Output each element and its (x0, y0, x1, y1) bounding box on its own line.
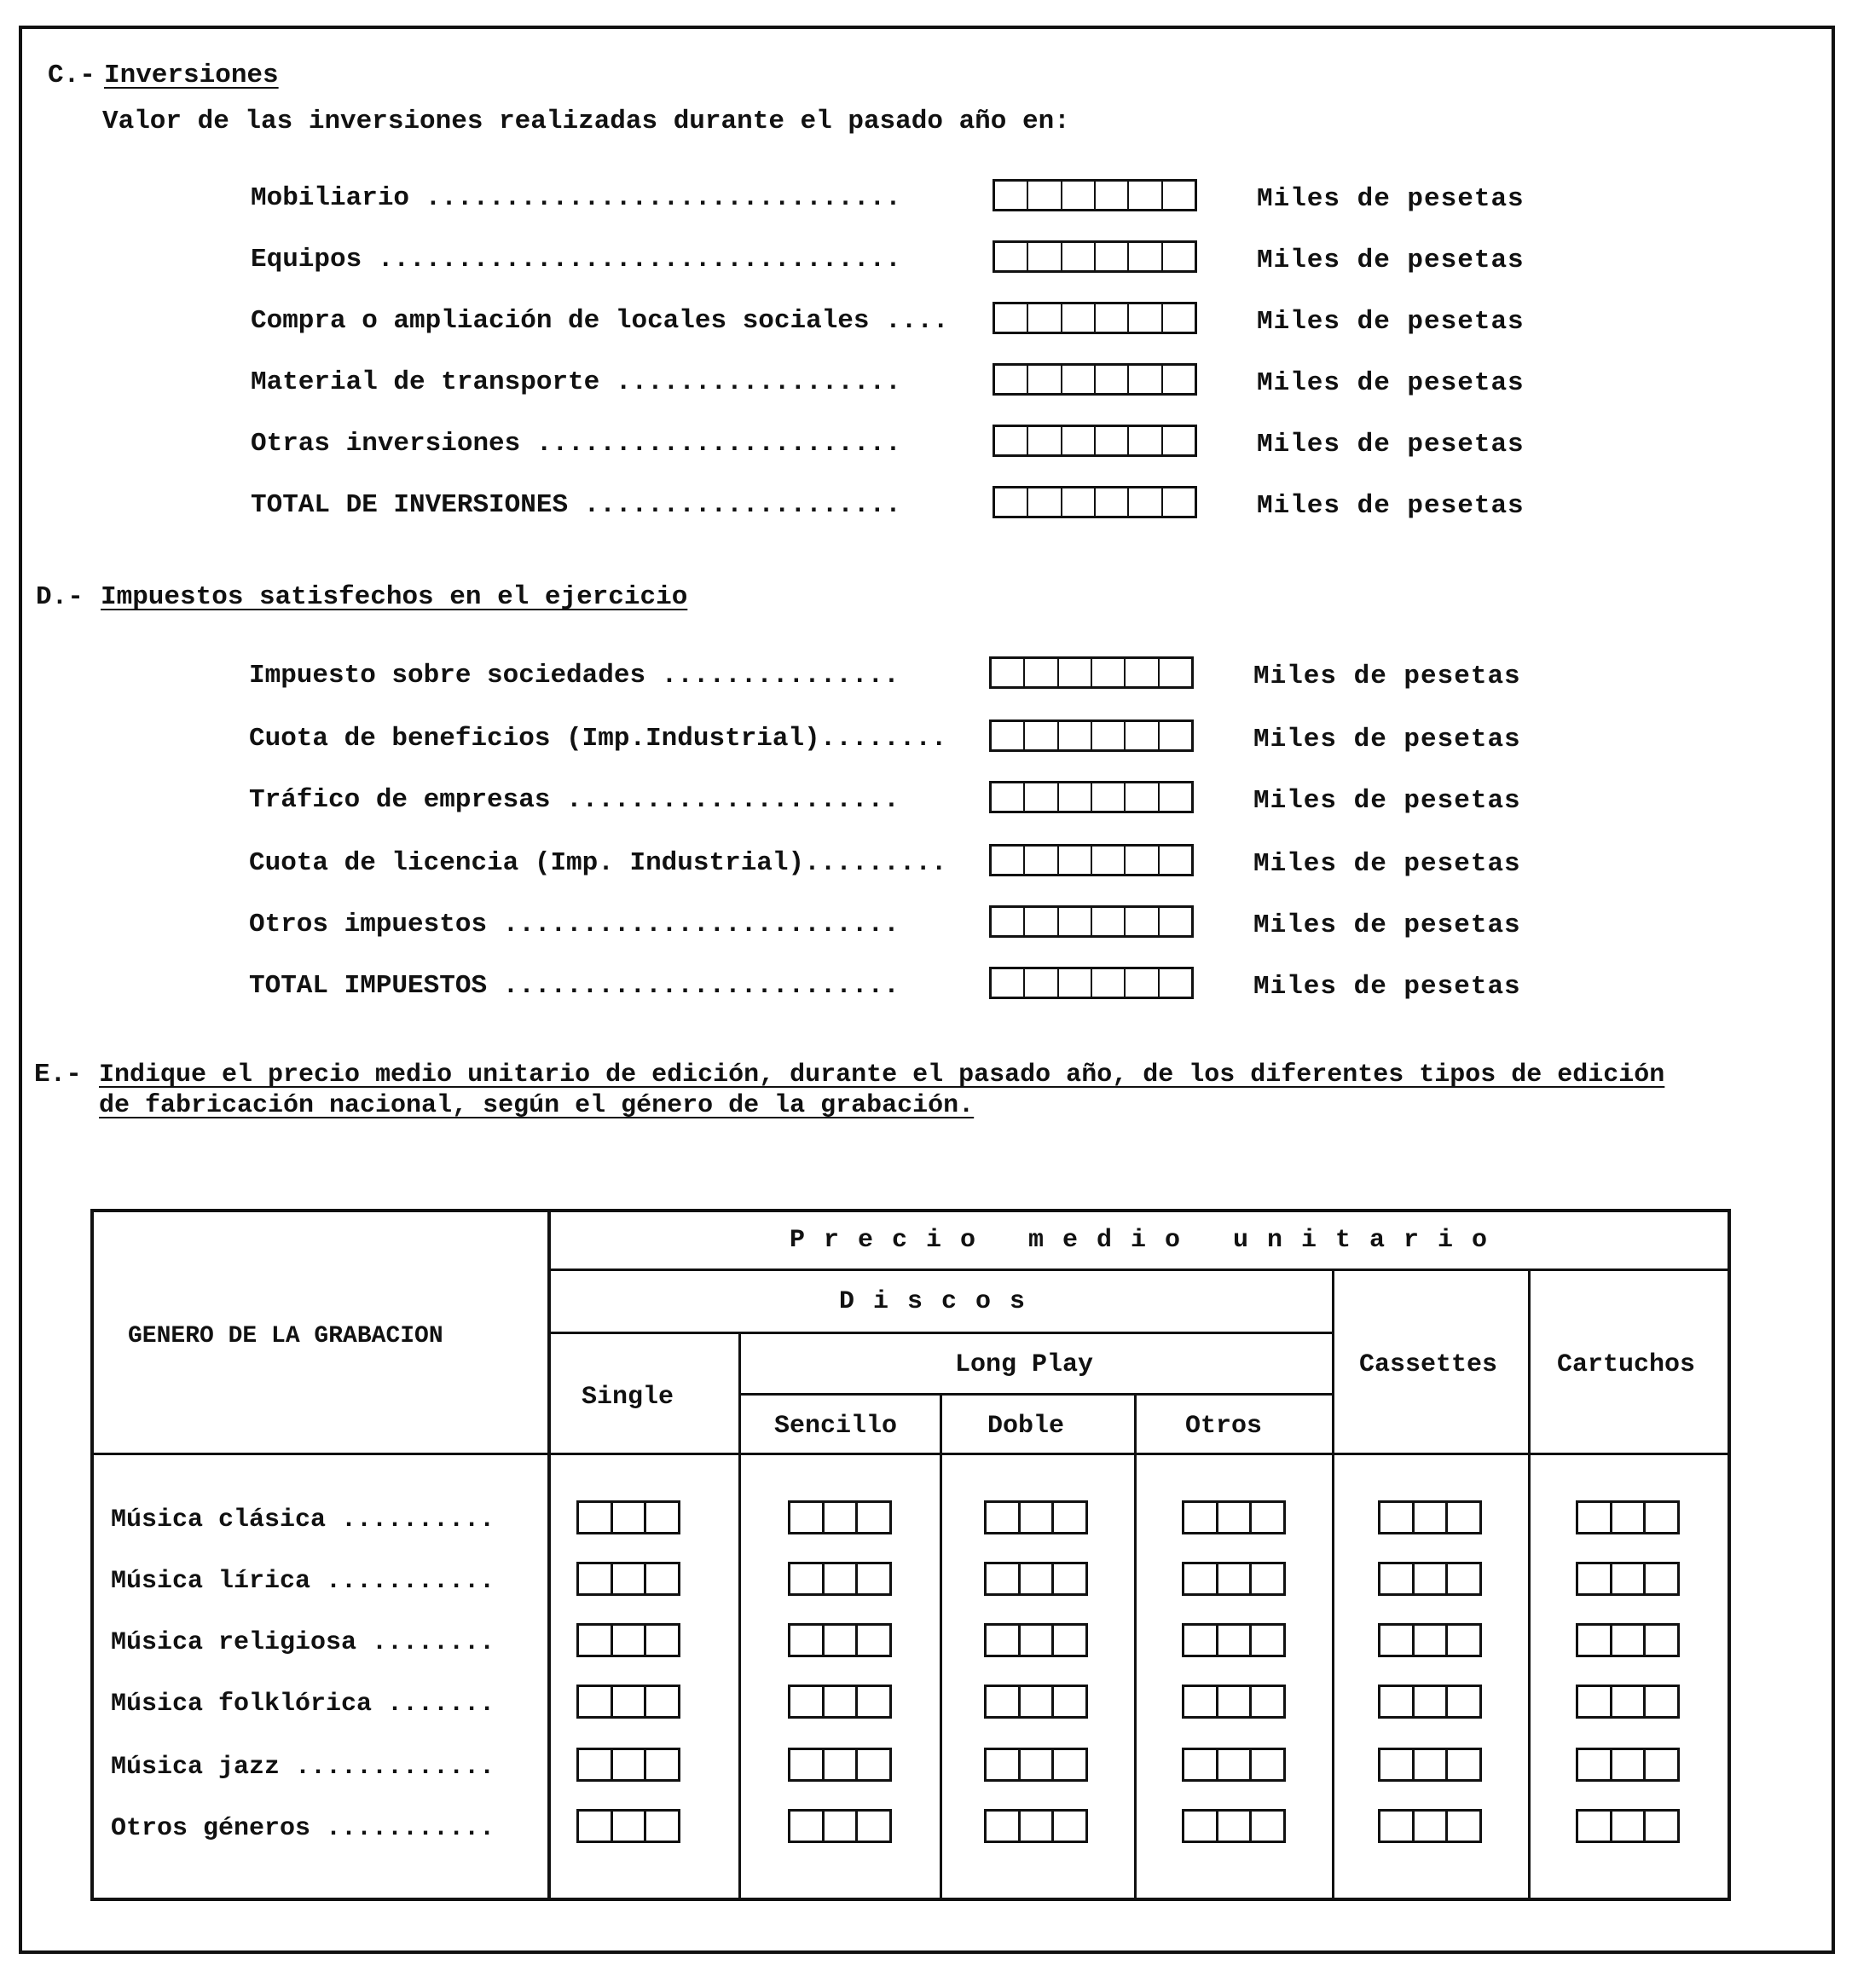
digit-cell[interactable] (1163, 488, 1195, 516)
table-row-genre: Música folklórica ....... (111, 1690, 495, 1719)
price-field[interactable] (984, 1500, 1088, 1534)
digit-cell[interactable] (1448, 1503, 1479, 1532)
digit-cell[interactable] (1218, 1750, 1253, 1779)
table-row-genre: Música religiosa ........ (111, 1628, 495, 1657)
price-field[interactable] (1182, 1809, 1286, 1843)
digit-cell[interactable] (1092, 722, 1126, 749)
digit-cell[interactable] (1578, 1626, 1612, 1655)
col-line-doble (1134, 1395, 1137, 1901)
digit-cell[interactable] (992, 969, 1025, 997)
section-c-amount-field[interactable] (993, 240, 1197, 273)
section-d-unit: Miles de pesetas (1253, 910, 1521, 940)
digit-cell[interactable] (613, 1812, 647, 1841)
digit-cell[interactable] (1218, 1564, 1253, 1593)
section-c-row-label: Otras inversiones ....................... (251, 429, 901, 459)
table-row-genre: Música lírica ........... (111, 1567, 495, 1596)
price-field[interactable] (1576, 1500, 1680, 1534)
header-doble: Doble (987, 1412, 1065, 1441)
price-field[interactable] (576, 1809, 680, 1843)
section-e-letter: E.- (34, 1060, 82, 1089)
table-row-genre: Otros géneros ........... (111, 1814, 495, 1843)
digit-cell[interactable] (1163, 427, 1195, 454)
section-c-amount-field[interactable] (993, 486, 1197, 518)
digit-cell[interactable] (1021, 1812, 1055, 1841)
price-field[interactable] (1576, 1748, 1680, 1782)
price-field[interactable] (984, 1748, 1088, 1782)
section-c-letter: C.- (48, 61, 95, 90)
digit-cell[interactable] (1129, 243, 1162, 270)
digit-cell[interactable] (1025, 969, 1058, 997)
digit-cell[interactable] (790, 1564, 825, 1593)
price-field[interactable] (984, 1809, 1088, 1843)
digit-cell[interactable] (992, 783, 1025, 811)
price-field[interactable] (1378, 1809, 1482, 1843)
digit-cell[interactable] (1129, 427, 1162, 454)
digit-cell[interactable] (1184, 1687, 1218, 1716)
digit-cell[interactable] (1126, 847, 1159, 874)
digit-cell[interactable] (1163, 182, 1195, 209)
digit-cell[interactable] (790, 1503, 825, 1532)
digit-cell[interactable] (1578, 1687, 1612, 1716)
digit-cell[interactable] (825, 1626, 859, 1655)
digit-cell[interactable] (613, 1564, 647, 1593)
section-c-unit: Miles de pesetas (1257, 184, 1525, 214)
row-line-price (547, 1269, 1731, 1271)
digit-cell[interactable] (1062, 304, 1096, 332)
digit-cell[interactable] (987, 1687, 1021, 1716)
digit-cell[interactable] (1062, 243, 1096, 270)
price-field[interactable] (788, 1748, 892, 1782)
section-d-unit: Miles de pesetas (1253, 725, 1521, 754)
price-field[interactable] (1576, 1685, 1680, 1719)
digit-cell[interactable] (646, 1812, 678, 1841)
digit-cell[interactable] (1126, 969, 1159, 997)
digit-cell[interactable] (995, 304, 1028, 332)
digit-cell[interactable] (1021, 1564, 1055, 1593)
digit-cell[interactable] (992, 908, 1025, 935)
digit-cell[interactable] (825, 1503, 859, 1532)
digit-cell[interactable] (1062, 488, 1096, 516)
section-c-row-label: TOTAL DE INVERSIONES .................... (251, 490, 901, 520)
digit-cell[interactable] (992, 659, 1025, 686)
section-d-row-label: Cuota de licencia (Imp. Industrial)......... (249, 848, 947, 878)
digit-cell[interactable] (1062, 366, 1096, 393)
digit-cell[interactable] (1126, 659, 1159, 686)
digit-cell[interactable] (1092, 659, 1126, 686)
digit-cell[interactable] (1025, 722, 1058, 749)
digit-cell[interactable] (1092, 847, 1126, 874)
row-line-header-bottom (90, 1453, 1731, 1455)
table-left-border (90, 1209, 94, 1901)
price-field[interactable] (1378, 1562, 1482, 1596)
digit-cell[interactable] (1415, 1564, 1449, 1593)
digit-cell[interactable] (1096, 182, 1129, 209)
price-field[interactable] (1182, 1500, 1286, 1534)
price-field[interactable] (576, 1748, 680, 1782)
section-c-row-label: Mobiliario .............................. (251, 183, 901, 213)
digit-cell[interactable] (825, 1812, 859, 1841)
digit-cell[interactable] (1054, 1503, 1085, 1532)
digit-cell[interactable] (1252, 1503, 1283, 1532)
table-row-genre: Música jazz ............. (111, 1753, 495, 1782)
price-field[interactable] (1182, 1623, 1286, 1657)
digit-cell[interactable] (790, 1812, 825, 1841)
header-cassettes: Cassettes (1359, 1350, 1498, 1379)
price-field[interactable] (576, 1562, 680, 1596)
section-e-title-line1: Indique el precio medio unitario de edición, durante el pasado año, de los diferentes tipos de edición (99, 1060, 1665, 1089)
price-field[interactable] (576, 1685, 680, 1719)
digit-cell[interactable] (1160, 969, 1191, 997)
digit-cell[interactable] (1578, 1564, 1612, 1593)
digit-cell[interactable] (646, 1503, 678, 1532)
section-d-amount-field[interactable] (989, 656, 1194, 689)
digit-cell[interactable] (1218, 1626, 1253, 1655)
price-field[interactable] (788, 1623, 892, 1657)
table-bottom-border (90, 1898, 1731, 1901)
digit-cell[interactable] (1184, 1750, 1218, 1779)
digit-cell[interactable] (1415, 1687, 1449, 1716)
digit-cell[interactable] (1126, 722, 1159, 749)
section-d-amount-field[interactable] (989, 967, 1194, 999)
digit-cell[interactable] (1612, 1503, 1647, 1532)
digit-cell[interactable] (1415, 1626, 1449, 1655)
digit-cell[interactable] (1059, 783, 1092, 811)
digit-cell[interactable] (1062, 427, 1096, 454)
digit-cell[interactable] (1163, 366, 1195, 393)
digit-cell[interactable] (1096, 243, 1129, 270)
section-d-letter: D.- (36, 582, 84, 612)
digit-cell[interactable] (1021, 1503, 1055, 1532)
digit-cell[interactable] (1025, 659, 1058, 686)
digit-cell[interactable] (1028, 488, 1062, 516)
digit-cell[interactable] (1126, 908, 1159, 935)
digit-cell[interactable] (1054, 1564, 1085, 1593)
digit-cell[interactable] (995, 243, 1028, 270)
table-right-border (1728, 1209, 1731, 1901)
digit-cell[interactable] (579, 1503, 613, 1532)
digit-cell[interactable] (1184, 1626, 1218, 1655)
header-cartuchos: Cartuchos (1557, 1350, 1696, 1379)
digit-cell[interactable] (646, 1687, 678, 1716)
digit-cell[interactable] (1092, 969, 1126, 997)
digit-cell[interactable] (1252, 1750, 1283, 1779)
digit-cell[interactable] (1025, 847, 1058, 874)
price-field[interactable] (1576, 1562, 1680, 1596)
digit-cell[interactable] (1612, 1750, 1647, 1779)
digit-cell[interactable] (1160, 659, 1191, 686)
price-field[interactable] (984, 1685, 1088, 1719)
digit-cell[interactable] (1028, 304, 1062, 332)
digit-cell[interactable] (1612, 1812, 1647, 1841)
digit-cell[interactable] (1415, 1503, 1449, 1532)
digit-cell[interactable] (1646, 1812, 1677, 1841)
digit-cell[interactable] (613, 1687, 647, 1716)
section-c-unit: Miles de pesetas (1257, 491, 1525, 521)
digit-cell[interactable] (790, 1750, 825, 1779)
digit-cell[interactable] (1054, 1812, 1085, 1841)
digit-cell[interactable] (858, 1750, 889, 1779)
digit-cell[interactable] (995, 488, 1028, 516)
section-d-unit: Miles de pesetas (1253, 786, 1521, 816)
section-c-intro: Valor de las inversiones realizadas durante el pasado año en: (102, 107, 1070, 136)
digit-cell[interactable] (579, 1812, 613, 1841)
digit-cell[interactable] (1646, 1564, 1677, 1593)
price-field[interactable] (1576, 1809, 1680, 1843)
price-field[interactable] (1182, 1685, 1286, 1719)
digit-cell[interactable] (1160, 783, 1191, 811)
section-d-row-label: TOTAL IMPUESTOS ......................... (249, 971, 900, 1001)
header-single: Single (582, 1383, 674, 1412)
digit-cell[interactable] (1163, 243, 1195, 270)
digit-cell[interactable] (1448, 1626, 1479, 1655)
digit-cell[interactable] (1415, 1812, 1449, 1841)
digit-cell[interactable] (579, 1687, 613, 1716)
digit-cell[interactable] (995, 182, 1028, 209)
digit-cell[interactable] (1160, 847, 1191, 874)
digit-cell[interactable] (1025, 783, 1058, 811)
header-long-play: Long Play (955, 1350, 1094, 1379)
digit-cell[interactable] (1578, 1812, 1612, 1841)
section-c-row-label: Material de transporte .................. (251, 367, 901, 397)
section-c-amount-field[interactable] (993, 363, 1197, 396)
digit-cell[interactable] (858, 1812, 889, 1841)
digit-cell[interactable] (1092, 783, 1126, 811)
digit-cell[interactable] (1612, 1687, 1647, 1716)
digit-cell[interactable] (790, 1626, 825, 1655)
header-price: Precio medio unitario (790, 1226, 1507, 1255)
section-c-amount-field[interactable] (993, 302, 1197, 334)
digit-cell[interactable] (1252, 1564, 1283, 1593)
col-line-single (738, 1333, 741, 1901)
digit-cell[interactable] (1380, 1812, 1415, 1841)
digit-cell[interactable] (995, 427, 1028, 454)
digit-cell[interactable] (579, 1626, 613, 1655)
digit-cell[interactable] (987, 1564, 1021, 1593)
digit-cell[interactable] (1028, 243, 1062, 270)
section-d-unit: Miles de pesetas (1253, 849, 1521, 879)
section-d-amount-field[interactable] (989, 781, 1194, 813)
digit-cell[interactable] (858, 1626, 889, 1655)
header-sencillo: Sencillo (774, 1412, 898, 1441)
row-line-longplay (738, 1393, 1334, 1396)
table-top-border (90, 1209, 1731, 1212)
digit-cell[interactable] (1448, 1812, 1479, 1841)
digit-cell[interactable] (579, 1564, 613, 1593)
digit-cell[interactable] (1059, 847, 1092, 874)
digit-cell[interactable] (1218, 1812, 1253, 1841)
col-line-genre (547, 1209, 551, 1901)
digit-cell[interactable] (1252, 1626, 1283, 1655)
section-d-row-label: Otros impuestos ......................... (249, 910, 900, 939)
digit-cell[interactable] (1448, 1564, 1479, 1593)
section-d-amount-field[interactable] (989, 719, 1194, 752)
digit-cell[interactable] (1096, 488, 1129, 516)
price-field[interactable] (984, 1623, 1088, 1657)
digit-cell[interactable] (1054, 1750, 1085, 1779)
section-d-title: Impuestos satisfechos en el ejercicio (101, 582, 688, 612)
digit-cell[interactable] (825, 1750, 859, 1779)
digit-cell[interactable] (613, 1503, 647, 1532)
digit-cell[interactable] (1578, 1503, 1612, 1532)
row-line-discos (547, 1332, 1334, 1334)
digit-cell[interactable] (987, 1750, 1021, 1779)
digit-cell[interactable] (1380, 1687, 1415, 1716)
section-d-unit: Miles de pesetas (1253, 972, 1521, 1002)
digit-cell[interactable] (1129, 182, 1162, 209)
price-field[interactable] (788, 1809, 892, 1843)
digit-cell[interactable] (790, 1687, 825, 1716)
section-d-amount-field[interactable] (989, 844, 1194, 876)
digit-cell[interactable] (1021, 1626, 1055, 1655)
section-c-amount-field[interactable] (993, 425, 1197, 457)
price-field[interactable] (1576, 1623, 1680, 1657)
digit-cell[interactable] (1163, 304, 1195, 332)
digit-cell[interactable] (1380, 1626, 1415, 1655)
digit-cell[interactable] (1252, 1812, 1283, 1841)
digit-cell[interactable] (1021, 1750, 1055, 1779)
col-line-sencillo (940, 1395, 942, 1901)
price-field[interactable] (788, 1500, 892, 1534)
col-line-cassettes (1528, 1270, 1531, 1901)
digit-cell[interactable] (1646, 1626, 1677, 1655)
digit-cell[interactable] (1059, 722, 1092, 749)
price-field[interactable] (1182, 1562, 1286, 1596)
digit-cell[interactable] (992, 722, 1025, 749)
digit-cell[interactable] (1054, 1687, 1085, 1716)
section-c-row-label: Compra o ampliación de locales sociales .... (251, 306, 949, 336)
digit-cell[interactable] (646, 1750, 678, 1779)
digit-cell[interactable] (987, 1626, 1021, 1655)
section-c-amount-field[interactable] (993, 179, 1197, 211)
digit-cell[interactable] (1129, 304, 1162, 332)
digit-cell[interactable] (1612, 1564, 1647, 1593)
section-d-unit: Miles de pesetas (1253, 662, 1521, 691)
digit-cell[interactable] (1184, 1503, 1218, 1532)
price-field[interactable] (1182, 1748, 1286, 1782)
digit-cell[interactable] (1059, 969, 1092, 997)
header-otros: Otros (1185, 1412, 1263, 1441)
digit-cell[interactable] (995, 366, 1028, 393)
digit-cell[interactable] (1646, 1687, 1677, 1716)
digit-cell[interactable] (1129, 488, 1162, 516)
digit-cell[interactable] (1028, 366, 1062, 393)
section-d-row-label: Impuesto sobre sociedades ............... (249, 661, 900, 691)
digit-cell[interactable] (579, 1750, 613, 1779)
header-genre: GENERO DE LA GRABACION (128, 1323, 443, 1349)
digit-cell[interactable] (987, 1503, 1021, 1532)
section-c-title: Inversiones (104, 61, 279, 90)
price-field[interactable] (1378, 1500, 1482, 1534)
price-field[interactable] (1378, 1748, 1482, 1782)
digit-cell[interactable] (646, 1626, 678, 1655)
digit-cell[interactable] (1054, 1626, 1085, 1655)
digit-cell[interactable] (1126, 783, 1159, 811)
digit-cell[interactable] (987, 1812, 1021, 1841)
digit-cell[interactable] (1160, 722, 1191, 749)
digit-cell[interactable] (1184, 1812, 1218, 1841)
digit-cell[interactable] (1096, 366, 1129, 393)
digit-cell[interactable] (1062, 182, 1096, 209)
price-field[interactable] (788, 1685, 892, 1719)
digit-cell[interactable] (858, 1687, 889, 1716)
header-discos: Discos (839, 1287, 1045, 1316)
digit-cell[interactable] (1415, 1750, 1449, 1779)
digit-cell[interactable] (1160, 908, 1191, 935)
digit-cell[interactable] (825, 1564, 859, 1593)
section-d-row-label: Cuota de beneficios (Imp.Industrial)........ (249, 724, 947, 754)
price-field[interactable] (576, 1500, 680, 1534)
section-c-unit: Miles de pesetas (1257, 307, 1525, 337)
section-d-row-label: Tráfico de empresas ..................... (249, 785, 900, 815)
col-line-otros (1332, 1270, 1334, 1901)
digit-cell[interactable] (1025, 908, 1058, 935)
digit-cell[interactable] (613, 1626, 647, 1655)
digit-cell[interactable] (1096, 427, 1129, 454)
digit-cell[interactable] (992, 847, 1025, 874)
section-d-amount-field[interactable] (989, 905, 1194, 938)
digit-cell[interactable] (1448, 1750, 1479, 1779)
digit-cell[interactable] (1129, 366, 1162, 393)
digit-cell[interactable] (1021, 1687, 1055, 1716)
price-field[interactable] (984, 1562, 1088, 1596)
digit-cell[interactable] (1096, 304, 1129, 332)
price-field[interactable] (576, 1623, 680, 1657)
digit-cell[interactable] (1092, 908, 1126, 935)
section-c-unit: Miles de pesetas (1257, 246, 1525, 275)
digit-cell[interactable] (1448, 1687, 1479, 1716)
digit-cell[interactable] (1218, 1687, 1253, 1716)
digit-cell[interactable] (1059, 908, 1092, 935)
digit-cell[interactable] (613, 1750, 647, 1779)
price-field[interactable] (788, 1562, 892, 1596)
digit-cell[interactable] (1028, 182, 1062, 209)
digit-cell[interactable] (1646, 1503, 1677, 1532)
digit-cell[interactable] (1252, 1687, 1283, 1716)
digit-cell[interactable] (858, 1564, 889, 1593)
digit-cell[interactable] (1184, 1564, 1218, 1593)
digit-cell[interactable] (1218, 1503, 1253, 1532)
price-field[interactable] (1378, 1685, 1482, 1719)
digit-cell[interactable] (1646, 1750, 1677, 1779)
digit-cell[interactable] (825, 1687, 859, 1716)
digit-cell[interactable] (1380, 1503, 1415, 1532)
digit-cell[interactable] (858, 1503, 889, 1532)
digit-cell[interactable] (1612, 1626, 1647, 1655)
digit-cell[interactable] (1380, 1750, 1415, 1779)
table-row-genre: Música clásica .......... (111, 1505, 495, 1534)
digit-cell[interactable] (1578, 1750, 1612, 1779)
digit-cell[interactable] (1059, 659, 1092, 686)
digit-cell[interactable] (1380, 1564, 1415, 1593)
section-c-unit: Miles de pesetas (1257, 430, 1525, 459)
section-e-title-line2: de fabricación nacional, según el género de la grabación. (99, 1091, 975, 1120)
price-field[interactable] (1378, 1623, 1482, 1657)
section-c-unit: Miles de pesetas (1257, 368, 1525, 398)
section-c-row-label: Equipos ................................. (251, 245, 901, 275)
digit-cell[interactable] (1028, 427, 1062, 454)
digit-cell[interactable] (646, 1564, 678, 1593)
